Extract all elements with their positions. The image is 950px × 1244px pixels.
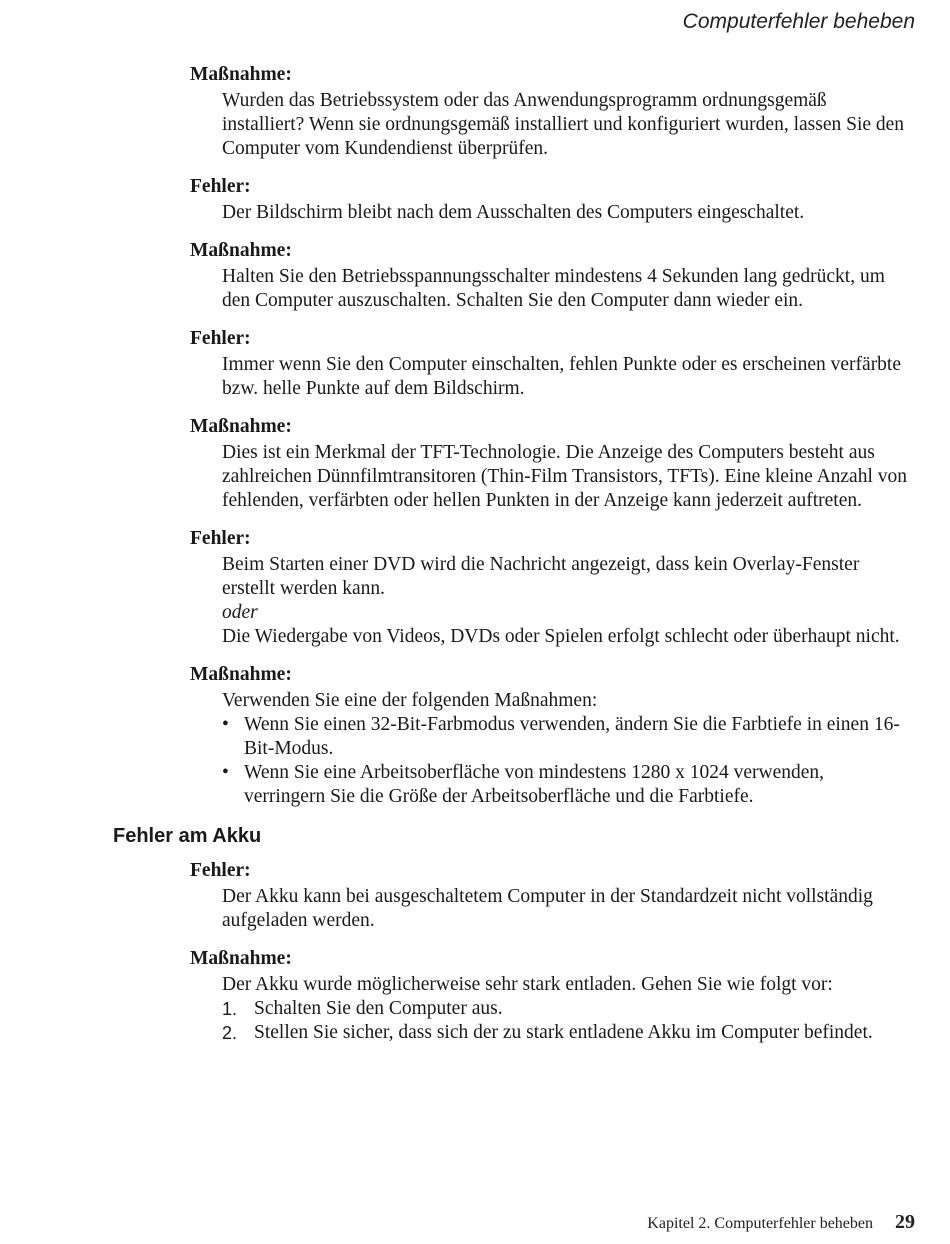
dvd-fault-text-a: Beim Starten einer DVD wird die Nachricht angezeigt, dass kein Overlay-Fenster erstellt werden kann. bbox=[222, 554, 860, 599]
page-number: 29 bbox=[895, 1211, 915, 1233]
action-intro: Der Akku wurde möglicherweise sehr stark entladen. Gehen Sie wie folgt vor: bbox=[222, 974, 833, 995]
entry-label: Maßnahme: bbox=[190, 240, 292, 261]
entry-label: Fehler: bbox=[190, 176, 251, 197]
section-heading: Fehler am Akku bbox=[113, 825, 262, 847]
numbered-list bbox=[222, 997, 910, 1045]
footer-chapter: Kapitel 2. Computerfehler beheben bbox=[647, 1215, 873, 1232]
dvd-action-entry bbox=[190, 663, 910, 809]
running-header-title: Computerfehler beheben bbox=[682, 10, 915, 33]
battery-fault-entry bbox=[190, 859, 910, 933]
action-entry bbox=[190, 239, 910, 313]
entry-text: Halten Sie den Betriebsspannungsschalter mindestens 4 Sekunden lang gedrückt, um den Computer auszuschalten. Schalten Sie den Computer dann wieder ein. bbox=[222, 266, 885, 311]
step-text: Stellen Sie sicher, dass sich der zu stark entladene Akku im Computer befindet. bbox=[254, 1022, 873, 1043]
step-number: 2. bbox=[222, 1023, 238, 1043]
or-separator: oder bbox=[222, 602, 258, 623]
entry-label: Fehler: bbox=[190, 528, 251, 549]
page-footer bbox=[647, 1211, 915, 1234]
bullet-item: • Wenn Sie einen 32-Bit-Farbmodus verwenden, ändern Sie die Farbtiefe in einen 16-Bit-Modus. bbox=[222, 713, 910, 761]
bullet-list bbox=[222, 713, 910, 809]
entry-label: Maßnahme: bbox=[190, 948, 292, 969]
entry-body bbox=[222, 689, 910, 809]
entry-text: Der Akku kann bei ausgeschaltetem Computer in der Standardzeit nicht vollständig aufgeladen werden. bbox=[222, 886, 873, 931]
step-number: 1. bbox=[222, 999, 238, 1019]
dvd-fault-entry bbox=[190, 527, 910, 649]
action-intro: Verwenden Sie eine der folgenden Maßnahmen: bbox=[222, 690, 598, 711]
action-entry bbox=[190, 415, 910, 513]
entry-text: Dies ist ein Merkmal der TFT-Technologie. Die Anzeige des Computers besteht aus zahlreichen Dünnfilmtransitoren (Thin-Film Transistors, TFTs). Eine kleine Anzahl von fehlenden, verfärbten oder hellen Punkten in der Anzeige kann jederzeit auftreten. bbox=[222, 442, 908, 511]
battery-action-entry bbox=[190, 947, 910, 1045]
dvd-fault-text-b: Die Wiedergabe von Videos, DVDs oder Spielen erfolgt schlecht oder überhaupt nicht. bbox=[222, 626, 900, 647]
numbered-step bbox=[222, 1021, 910, 1045]
fault-entry bbox=[190, 175, 910, 225]
entry-label: Maßnahme: bbox=[190, 416, 292, 437]
entry-body bbox=[222, 553, 910, 649]
entry-label: Fehler: bbox=[190, 860, 251, 881]
entry-label: Maßnahme: bbox=[190, 664, 292, 685]
entry-text: Der Bildschirm bleibt nach dem Ausschalten des Computers eingeschaltet. bbox=[222, 202, 805, 223]
step-text: Schalten Sie den Computer aus. bbox=[254, 998, 503, 1019]
action-entry bbox=[190, 63, 910, 161]
entry-label: Maßnahme: bbox=[190, 64, 292, 85]
fault-entry bbox=[190, 327, 910, 401]
entry-label: Fehler: bbox=[190, 328, 251, 349]
entry-text: Immer wenn Sie den Computer einschalten, fehlen Punkte oder es erscheinen verfärbte bzw. helle Punkte auf dem Bildschirm. bbox=[222, 354, 902, 399]
bullet-item: • Wenn Sie eine Arbeitsoberfläche von mindestens 1280 x 1024 verwenden, verringern Sie die Größe der Arbeitsoberfläche und die Farbtiefe. bbox=[222, 761, 910, 809]
numbered-step bbox=[222, 997, 910, 1021]
entry-text: Wurden das Betriebssystem oder das Anwendungsprogramm ordnungsgemäß installiert? Wenn sie ordnungsgemäß installiert und konfiguriert wurden, lassen Sie den Computer vom Kundendienst überprüfen. bbox=[222, 90, 905, 159]
entry-body bbox=[222, 973, 910, 1045]
page-content bbox=[113, 63, 910, 1059]
